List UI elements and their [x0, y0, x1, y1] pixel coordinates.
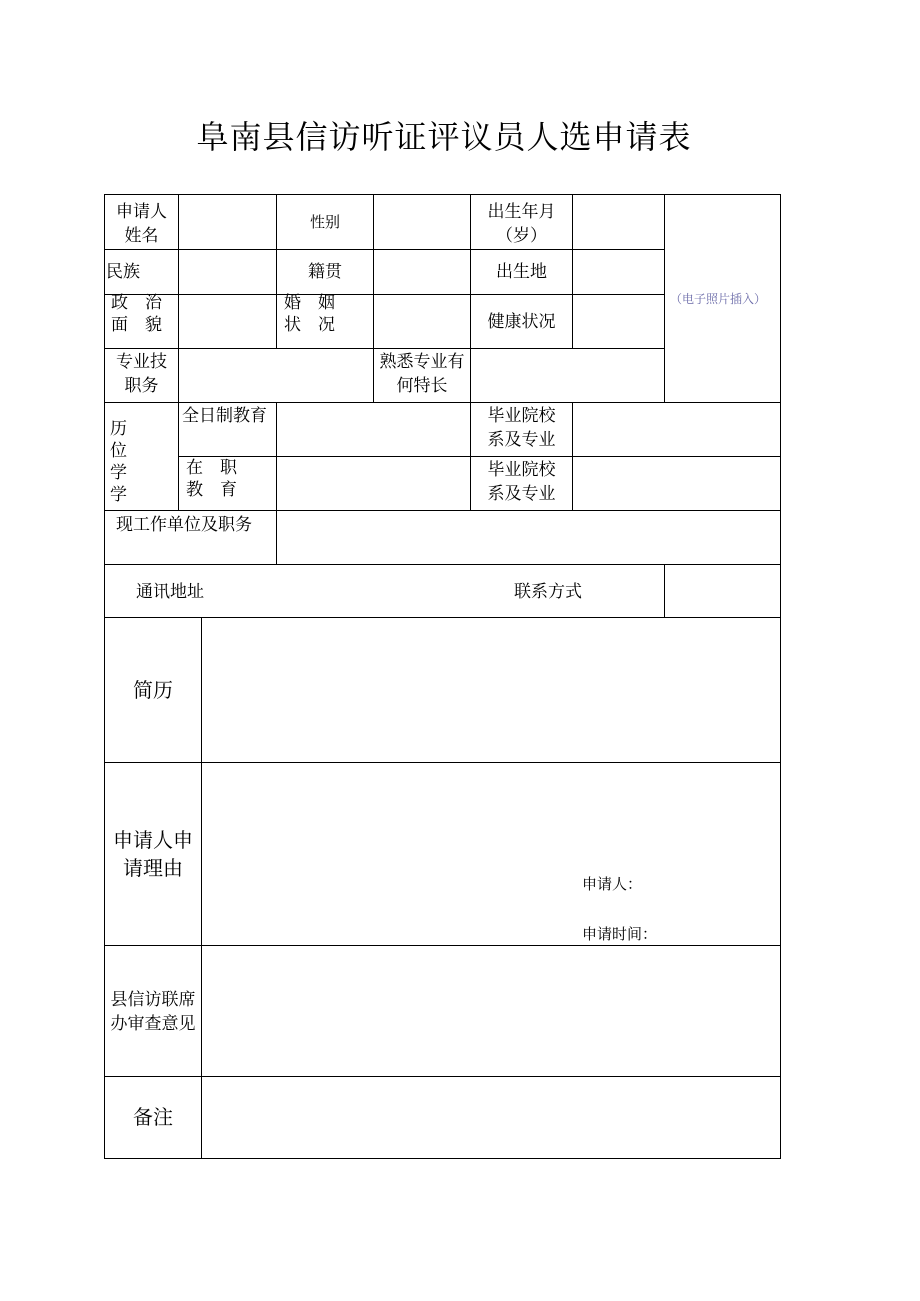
- apply-time-label: 申请时间：: [582, 925, 658, 943]
- col-line: [572, 194, 573, 348]
- row-line: [104, 1076, 781, 1077]
- row-line: [104, 617, 781, 618]
- label-political: 政 治 面 貌: [111, 293, 162, 335]
- label-specialty: 熟悉专业有 何特长: [379, 352, 465, 396]
- col-line: [664, 564, 665, 617]
- table-border-right: [780, 194, 781, 1159]
- table-border-top: [104, 194, 781, 195]
- label-contact: 联系方式: [514, 582, 582, 602]
- label-resume: 简历: [133, 678, 173, 702]
- label-native-place: 籍贯: [308, 262, 342, 282]
- applicant-signature-label: 申请人：: [582, 875, 643, 893]
- row-line: [104, 294, 665, 295]
- form-title: 阜南县信访听证评议员人选申请表: [196, 118, 692, 156]
- label-address: 通讯地址: [136, 582, 204, 602]
- row-line: [104, 249, 665, 250]
- label-health: 健康状况: [487, 312, 556, 332]
- label-gender: 性别: [309, 213, 340, 231]
- label-name: 申请人 姓名: [116, 202, 167, 246]
- label-school1: 毕业院校 系及专业: [487, 406, 556, 450]
- row-line: [104, 510, 781, 511]
- label-work-unit: 现工作单位及职务: [116, 515, 252, 535]
- label-title-rank: 专业技 职务: [116, 352, 167, 396]
- label-review: 县信访联席 办审查意见: [110, 990, 196, 1034]
- col-line: [201, 617, 202, 1158]
- label-inservice: 在 职 教 育: [186, 458, 237, 500]
- label-remark: 备注: [133, 1105, 173, 1129]
- label-school2: 毕业院校 系及专业: [487, 460, 556, 504]
- table-border-bottom: [104, 1158, 781, 1159]
- label-fulltime: 全日制教育: [182, 406, 267, 426]
- label-marital: 婚 姻 状 况: [284, 293, 335, 335]
- label-birthplace: 出生地: [496, 262, 547, 282]
- col-line: [572, 402, 573, 510]
- row-line: [104, 402, 781, 403]
- row-line: [104, 945, 781, 946]
- row-line: [104, 762, 781, 763]
- photo-placeholder[interactable]: （电子照片插入）: [670, 292, 767, 306]
- label-reason: 申请人申 请理由: [113, 828, 193, 880]
- col-line: [178, 194, 179, 510]
- col-line: [664, 194, 665, 402]
- row-line: [104, 348, 665, 349]
- col-line: [276, 402, 277, 564]
- label-birth: 出生年月 （岁）: [487, 202, 556, 246]
- label-ethnicity: 民族: [106, 262, 140, 282]
- row-line: [178, 456, 781, 457]
- row-line: [104, 564, 781, 565]
- label-education: 历 位 学 学: [110, 419, 127, 505]
